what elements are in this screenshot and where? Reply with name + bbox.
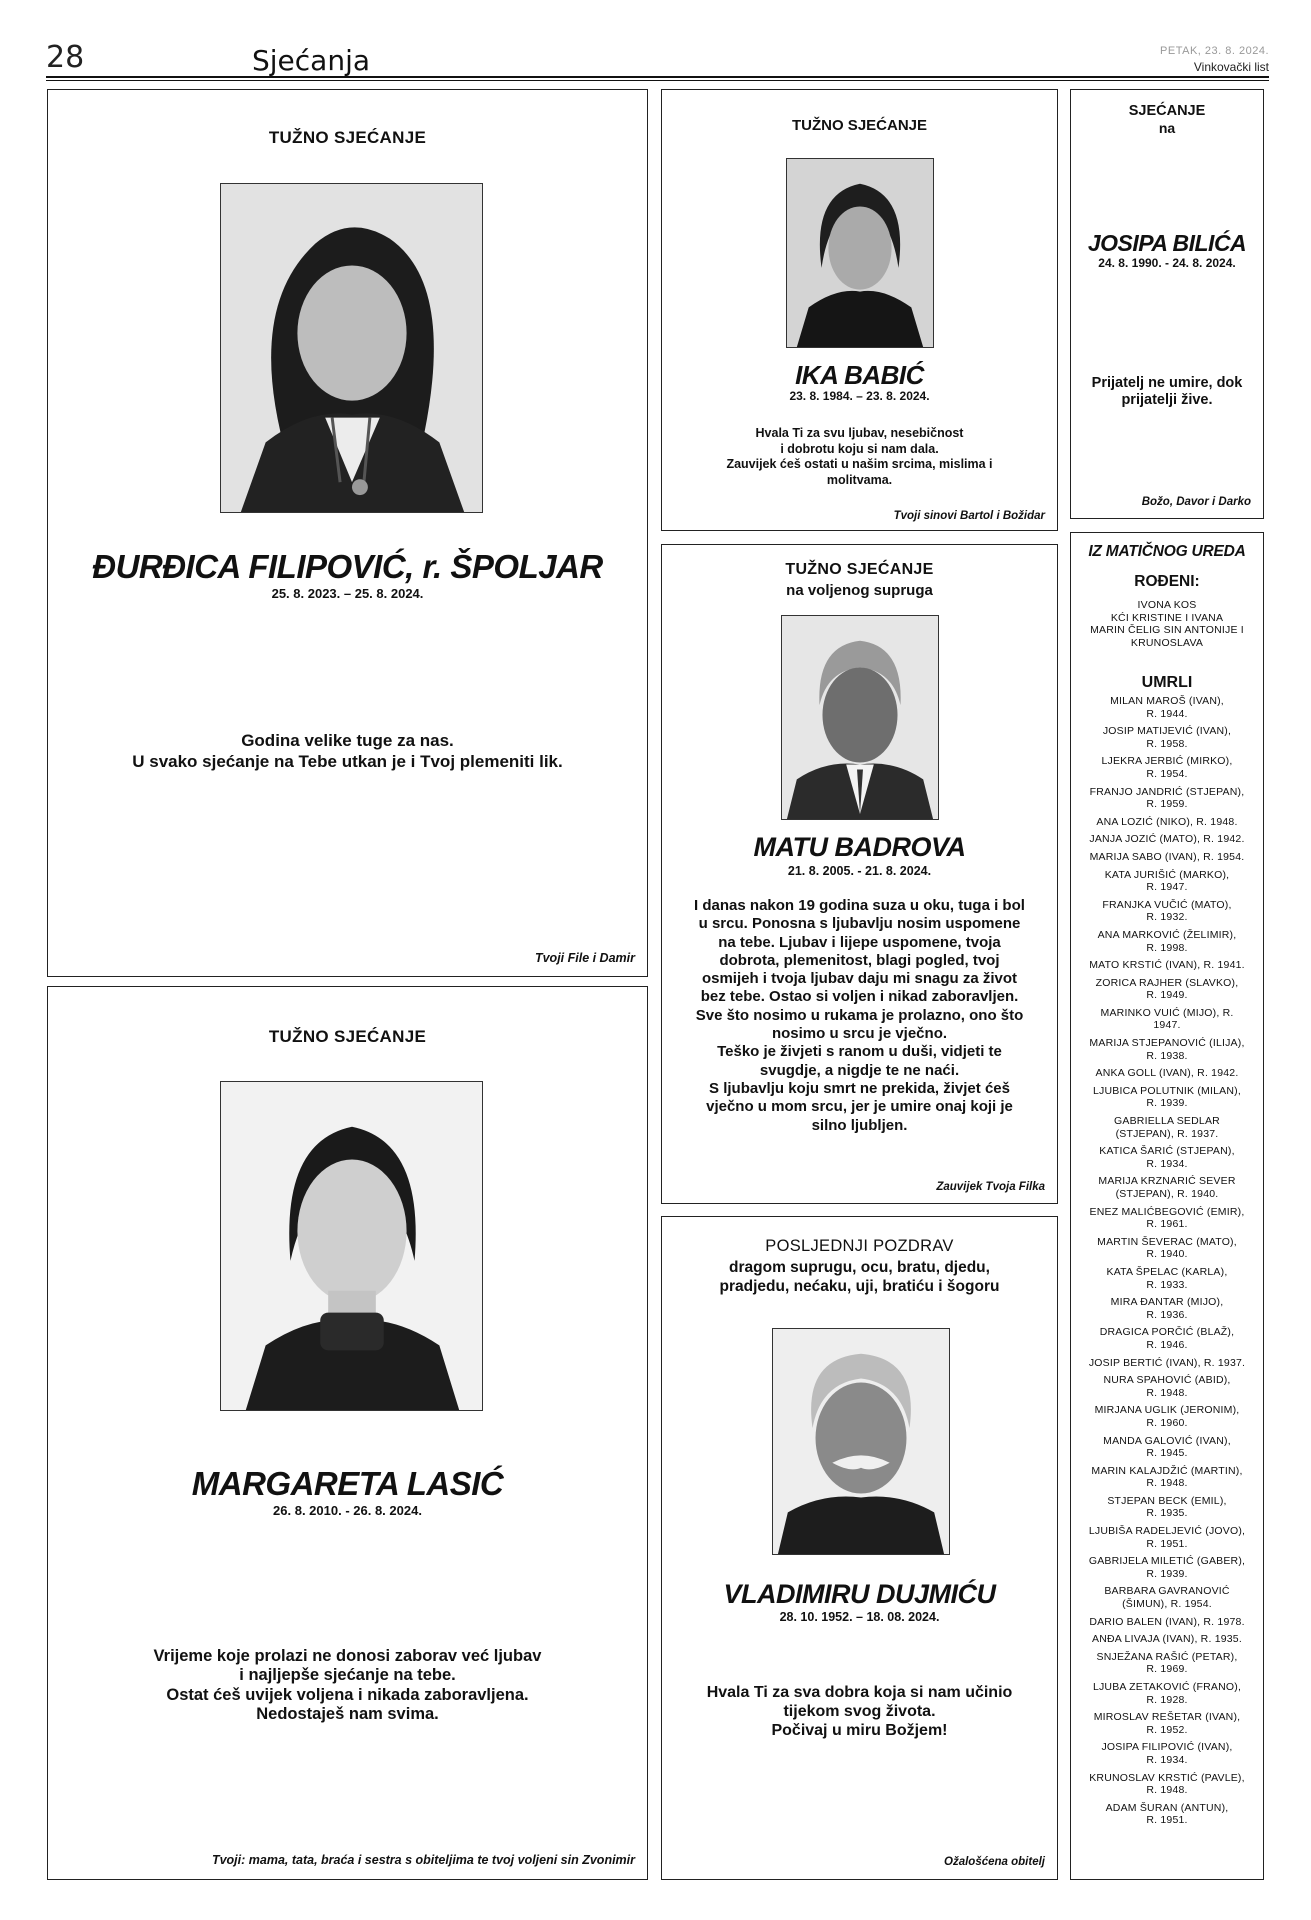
died-entry-line: R. 1938. [1146,1049,1188,1062]
life-dates: 26. 8. 2010. - 26. 8. 2024. [273,1503,422,1518]
died-entry-line: LJUBA ZETAKOVIĆ (FRANO), [1092,1681,1242,1693]
died-entry-line: R. 1940. [1146,1248,1188,1261]
died-entry-line: DRAGICA PORČIĆ (BLAŽ), [1099,1326,1235,1339]
born-line: IVONA KOS [1137,599,1197,611]
signature: Tvoji File i Damir [534,951,635,965]
died-entry [1071,1236,1263,1261]
died-entry-line: FRANJO JANDRIĆ (STJEPAN), [1089,785,1245,798]
died-entry-line: JOSIP MATIJEVIĆ (IVAN), [1102,725,1232,738]
notice-lasic [47,986,648,1880]
died-entry-line: ANA LOZIĆ (NIKO), R. 1948. [1096,815,1238,828]
died-entry [1071,851,1263,864]
issue-date: PETAK, 23. 8. 2024. [1160,45,1269,57]
text-line: bez tebe. Ostao si voljen i nikad zaboravljen. [700,988,1019,1006]
died-entry-line: NURA SPAHOVIĆ (ABID), [1103,1374,1231,1387]
portrait-photo [786,158,934,348]
died-entry [1071,1037,1263,1062]
notice-label: POSLJEDNJI POZDRAV [765,1237,954,1255]
died-entry-line: MARTIN ŠEVERAC (MATO), [1097,1235,1237,1248]
died-entry-line: R. 1961. [1146,1218,1188,1231]
died-entry-line: STJEPAN BECK (EMIL), [1107,1494,1227,1507]
died-entry-line: GABRIJELA MILETIĆ (GABER), [1088,1555,1246,1568]
text-line: Nedostaješ nam svima. [256,1705,439,1724]
died-entry [1071,1435,1263,1460]
died-entry-line: R. 1945. [1146,1447,1188,1460]
died-entry-line: ADAM ŠURAN (ANTUN), [1105,1801,1229,1814]
died-entry [1071,1681,1263,1706]
died-entry-line: R. 1998. [1146,941,1188,954]
born-line: MARIN ČELIG SIN ANTONIJE I [1090,624,1244,637]
died-entry-line: KATICA ŠARIĆ (STJEPAN), [1099,1145,1235,1158]
died-entry-line: R. 1948. [1146,1477,1188,1490]
died-entry [1071,869,1263,894]
died-entry-line: R. 1952. [1146,1723,1188,1736]
signature: Zauvijek Tvoja Filka [936,1181,1045,1193]
died-entry [1071,1495,1263,1520]
died-entry [1071,899,1263,924]
header-rule-thin [46,80,1269,81]
died-entry-line: BARBARA GAVRANOVIĆ [1104,1585,1230,1598]
text-line: vječno u mom srcu, jer je umire onaj koji je [706,1098,1013,1116]
died-entry [1071,959,1263,972]
text-line: silno ljubljen. [811,1116,908,1134]
died-entry [1071,1555,1263,1580]
portrait-photo [772,1328,950,1555]
text-line: Zauvijek ćeš ostati u našim srcima, mislima i [726,457,993,472]
died-entry-line: ZORICA RAJHER (SLAVKO), [1095,976,1239,989]
text-line: u srcu. Ponosna s ljubavlju nosim uspomene [698,915,1021,933]
died-entry-line: R. 1951. [1146,1814,1188,1827]
died-entry [1071,1404,1263,1429]
died-entry-line: R. 1948. [1146,1784,1188,1797]
died-entry-line: JOSIP BERTIĆ (IVAN), R. 1937. [1088,1356,1246,1369]
died-entry [1071,1465,1263,1490]
died-entry [1071,1007,1263,1032]
died-entry-line: MARIJA KRZNARIĆ SEVER [1098,1175,1236,1188]
died-entry [1071,755,1263,780]
died-entry [1071,1357,1263,1370]
died-entry-line: R. 1946. [1146,1338,1188,1351]
notice-label: TUŽNO SJEĆANJE [785,561,934,578]
text-line: Prijatelj ne umire, dok [1091,375,1243,391]
text-line: svugdje, a nigdje te ne naći. [759,1061,960,1079]
life-dates: 28. 10. 1952. – 18. 08. 2024. [779,1610,940,1624]
died-entry [1071,1525,1263,1550]
notice-bilic [1070,89,1264,519]
notice-sublabel: na voljenog supruga [786,582,933,599]
portrait-photo [220,1081,483,1411]
notice-babic [661,89,1058,531]
died-entry-line: ANKA GOLL (IVAN), R. 1942. [1095,1067,1239,1080]
text-line: Hvala Ti za svu ljubav, nesebičnost [755,426,964,440]
life-dates: 21. 8. 2005. - 21. 8. 2024. [787,864,932,878]
notice-text [662,897,1057,1135]
text-line: dobrota, plemenitost, blagi pogled, tvoj [719,951,1000,969]
died-entry-line: KATA ŠPELAC (KARLA), [1106,1265,1228,1278]
life-dates: 25. 8. 2023. – 25. 8. 2024. [271,586,424,601]
died-entry [1071,1616,1263,1629]
died-entry-line: R. 1959. [1146,798,1188,811]
died-entry-line: MATO KRSTIĆ (IVAN), R. 1941. [1089,959,1245,972]
died-entry-line: R. 1934. [1146,1157,1188,1170]
died-entry-line: ANĐA LIVAJA (IVAN), R. 1935. [1092,1633,1242,1646]
text-line: i dobrotu koju si nam dala. [780,441,939,456]
notice-text [48,1647,647,1725]
died-entry [1071,1585,1263,1610]
died-entry-line: R. 1969. [1146,1663,1188,1676]
died-entry-line: MIROSLAV REŠETAR (IVAN), [1093,1711,1241,1724]
died-entry-line: JANJA JOZIĆ (MATO), R. 1942. [1089,833,1245,846]
text-line: molitvama. [826,472,893,487]
died-entry [1071,833,1263,846]
notice-badrova [661,544,1058,1204]
died-entry [1071,1296,1263,1321]
died-entry [1071,1633,1263,1646]
registry-box [1070,532,1264,1880]
born-line: KRUNOSLAVA [1130,636,1204,649]
died-entry-line: MIRJANA UGLIK (JERONIM), [1094,1404,1240,1417]
text-line: prijatelji žive. [1121,391,1213,408]
text-line: Teško je živjeti s ranom u duši, vidjeti te [717,1043,1002,1061]
died-entry [1071,929,1263,954]
died-entry-line: R. 1933. [1146,1278,1188,1291]
life-dates: 24. 8. 1990. - 24. 8. 2024. [1098,256,1236,270]
died-list [1071,695,1263,1832]
died-entry [1071,1067,1263,1080]
text-line: I danas nakon 19 godina suza u oku, tuga i bol [694,897,1025,914]
died-entry-line: (STJEPAN), R. 1940. [1115,1188,1219,1200]
text-line: Počivaj u miru Božjem! [771,1722,948,1740]
notice-label: SJEĆANJE [1128,103,1206,119]
died-entry-line: MILAN MAROŠ (IVAN), [1110,695,1224,707]
died-entry-line: R. 1954. [1146,767,1188,780]
died-entry-line: MARIJA SABO (IVAN), R. 1954. [1089,850,1245,863]
text-line: U svako sjećanje na Tebe utkan je i Tvoj plemeniti lik. [132,752,563,772]
died-entry [1071,725,1263,750]
deceased-name: ĐURĐICA FILIPOVIĆ, r. ŠPOLJAR [92,548,603,585]
text-line: Sve što nosimo u rukama je prolazno, ono što [695,1006,1024,1024]
born-line: KĆI KRISTINE I IVANA [1110,611,1224,624]
died-entry [1071,1711,1263,1736]
text-line: i najljepše sjećanje na tebe. [239,1666,456,1685]
died-entry-line: R. 1947. [1146,881,1188,894]
died-entry [1071,1115,1263,1140]
signature: Ožalošćena obitelj [944,1856,1045,1868]
died-entry [1071,1206,1263,1231]
died-entry-line: LJUBIŠA RADELJEVIĆ (JOVO), [1088,1525,1246,1538]
died-entry-line: (ŠIMUN), R. 1954. [1122,1598,1212,1611]
deceased-name: MATU BADROVA [753,832,966,862]
died-entry-line: R. 1928. [1146,1693,1188,1706]
text-line: nosimo u srcu je vječno. [771,1025,948,1043]
died-entry-line: R. 1949. [1146,989,1188,1002]
died-entry-line: JOSIPA FILIPOVIĆ (IVAN), [1101,1741,1233,1754]
died-entry-line: R. 1944. [1146,707,1188,720]
died-entry-line: SNJEŽANA RAŠIĆ (PETAR), [1096,1650,1238,1663]
died-entry-line: MARINKO VUIĆ (MIJO), R. [1100,1006,1234,1019]
sublabel-line: pradjedu, nećaku, uji, bratiću i šogoru [719,1277,1000,1295]
life-dates: 23. 8. 1984. – 23. 8. 2024. [789,389,930,403]
text-line: Ostat ćeš uvijek voljena i nikada zaboravljena. [166,1685,529,1704]
notice-text [662,426,1057,489]
died-entry-line: R. 1936. [1146,1308,1188,1321]
died-entry [1071,1326,1263,1351]
notice-dujmic [661,1216,1058,1880]
died-entry-line: R. 1939. [1146,1567,1188,1580]
deceased-name: IKA BABIĆ [795,360,924,390]
signature: Tvoji: mama, tata, braća i sestra s obiteljima te tvoj voljeni sin Zvonimir [211,1853,635,1867]
died-entry-line: R. 1960. [1146,1416,1188,1429]
born-list [1071,599,1263,649]
died-entry [1071,1651,1263,1676]
section-title: Sjećanja [252,44,371,77]
died-entry [1071,1175,1263,1200]
died-entry-line: GABRIELLA SEDLAR [1114,1115,1220,1128]
died-entry [1071,1772,1263,1797]
died-entry-line: MARIJA STJEPANOVIĆ (ILIJA), [1089,1037,1245,1050]
died-entry-line: R. 1951. [1146,1537,1188,1550]
deceased-name: JOSIPA BILIĆA [1087,230,1247,256]
died-entry-line: LJEKRA JERBIĆ (MIRKO), [1101,755,1233,768]
header-rule [46,76,1269,78]
died-entry-line: MANDA GALOVIĆ (IVAN), [1103,1434,1231,1447]
notice-text [48,730,647,773]
died-entry-line: KATA JURIŠIĆ (MARKO), [1104,868,1230,881]
page-number: 28 [46,40,85,75]
notice-label: TUŽNO SJEĆANJE [268,128,427,147]
died-entry-line: R. 1948. [1146,1386,1188,1399]
died-entry-line: MARIN KALAJDŽIĆ (MARTIN), [1091,1464,1243,1477]
registry-title: IZ MATIČNOG UREDA [1088,543,1246,560]
died-entry [1071,816,1263,829]
portrait-photo [781,615,939,820]
notice-text [1071,375,1263,408]
notice-sublabel: na [1158,120,1176,136]
died-entry [1071,1741,1263,1766]
died-entry-line: R. 1958. [1146,737,1188,750]
signature: Božo, Davor i Darko [1141,496,1251,508]
died-entry-line: R. 1932. [1146,911,1188,924]
died-entry-line: 1947. [1153,1019,1181,1032]
text-line: na tebe. Ljubav i lijepe uspomene, tvoja [718,933,1001,951]
died-entry [1071,695,1263,720]
signature: Tvoji sinovi Bartol i Božidar [893,510,1045,522]
died-entry [1071,1266,1263,1291]
died-title: UMRLI [1141,674,1193,691]
text-line: Vrijeme koje prolazi ne donosi zaborav već ljubav [153,1647,542,1665]
died-entry-line: (STJEPAN), R. 1937. [1115,1127,1219,1140]
newspaper-name: Vinkovački list [1193,60,1269,74]
died-entry-line: DARIO BALEN (IVAN), R. 1978. [1089,1615,1245,1628]
died-entry [1071,1802,1263,1827]
text-line: Godina velike tuge za nas. [241,731,454,750]
died-entry-line: KRUNOSLAV KRSTIĆ (PAVLE), [1089,1771,1245,1784]
deceased-name: MARGARETA LASIĆ [191,1465,504,1502]
deceased-name: VLADIMIRU DUJMIĆU [723,1579,996,1609]
died-entry-line: ANA MARKOVIĆ (ŽELIMIR), [1097,928,1237,941]
died-entry-line: ENEZ MALIĆBEGOVIĆ (EMIR), [1089,1205,1245,1218]
notice-sublabel [662,1259,1057,1296]
notice-label: TUŽNO SJEĆANJE [268,1027,427,1046]
portrait-photo [220,183,483,513]
text-line: Hvala Ti za sva dobra koja si nam učinio [706,1684,1013,1701]
died-entry-line: R. 1935. [1146,1507,1188,1520]
died-entry [1071,1085,1263,1110]
died-entry [1071,786,1263,811]
notice-text [662,1683,1057,1741]
died-entry [1071,977,1263,1002]
died-entry-line: R. 1939. [1146,1097,1188,1110]
died-entry-line: FRANJKA VUČIĆ (MATO), [1102,898,1232,911]
sublabel-line: dragom suprugu, ocu, bratu, djedu, [729,1259,990,1276]
text-line: osmijeh i tvoja ljubav daju mi snagu za život [701,970,1018,988]
notice-label: TUŽNO SJEĆANJE [791,117,928,134]
died-entry-line: MIRA ĐANTAR (MIJO), [1110,1296,1224,1309]
notice-filipovic [47,89,648,977]
died-entry [1071,1145,1263,1170]
died-entry-line: LJUBICA POLUTNIK (MILAN), [1093,1084,1241,1097]
died-entry-line: R. 1934. [1146,1753,1188,1766]
born-title: ROĐENI: [1134,573,1200,590]
text-line: tijekom svog života. [783,1703,936,1721]
text-line: S ljubavlju koju smrt ne prekida, živjet ćeš [709,1079,1010,1097]
died-entry [1071,1374,1263,1399]
